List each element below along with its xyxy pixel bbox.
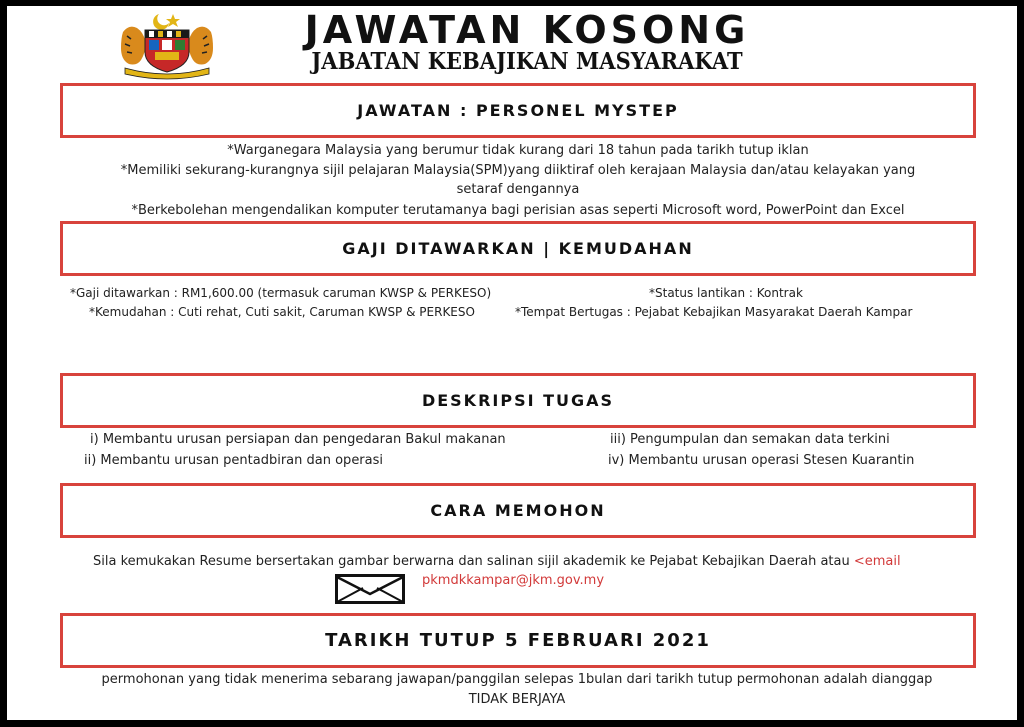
closing-note-line2: TIDAK BERJAYA: [468, 692, 566, 707]
duty-item: iii) Pengumpulan dan semakan data terkini: [610, 432, 890, 447]
application-instruction-text: Sila kemukakan Resume bersertakan gambar berwarna dan salinan sijil akademik ke Pejabat Kebajikan Daerah atau: [93, 554, 850, 569]
application-instruction: [93, 552, 913, 571]
work-location: *Tempat Bertugas : Pejabat Kebajikan Masyarakat Daerah Kampar: [515, 305, 913, 319]
requirement-spm-line1: *Memiliki sekurang-kurangnya sijil pelajaran Malaysia(SPM)yang diiktiraf oleh kerajaan Malaysia dan/atau kelayakan yang: [120, 163, 916, 178]
closing-date-banner: [60, 613, 976, 668]
duties-heading: DESKRIPSI TUGAS: [421, 391, 615, 410]
position-heading: JAWATAN : PERSONEL MYSTEP: [357, 101, 679, 120]
duties-banner: [60, 373, 976, 428]
application-banner: [60, 483, 976, 538]
requirement-citizenship: *Warganegara Malaysia yang berumur tidak kurang dari 18 tahun pada tarikh tutup iklan: [227, 143, 809, 158]
coat-of-arms-icon: [115, 12, 219, 80]
department-subtitle: JABATAN KEBAJIKAN MASYARAKAT: [311, 46, 743, 75]
page-title: JAWATAN KOSONG: [304, 8, 750, 52]
email-link[interactable]: pkmdkkampar@jkm.gov.my: [422, 573, 605, 588]
salary-banner: [60, 221, 976, 276]
salary-offered: *Gaji ditawarkan : RM1,600.00 (termasuk caruman KWSP & PERKESO): [70, 286, 492, 300]
benefits: *Kemudahan : Cuti rehat, Cuti sakit, Caruman KWSP & PERKESO: [89, 305, 475, 319]
envelope-icon: [335, 574, 405, 604]
appointment-status: *Status lantikan : Kontrak: [649, 286, 803, 300]
requirement-computer: *Berkebolehan mengendalikan komputer terutamanya bagi perisian asas seperti Microsoft word, PowerPoint dan Excel: [131, 203, 905, 218]
duty-item: i) Membantu urusan persiapan dan pengedaran Bakul makanan: [90, 432, 506, 447]
position-banner: [60, 83, 976, 138]
duty-item: ii) Membantu urusan pentadbiran dan operasi: [84, 453, 384, 468]
application-heading: CARA MEMOHON: [430, 501, 606, 520]
email-prefix: <email: [853, 554, 901, 569]
requirement-spm-line2: setaraf dengannya: [456, 182, 580, 197]
closing-note-line1: permohonan yang tidak menerima sebarang jawapan/panggilan selepas 1bulan dari tarikh tutup permohonan adalah dianggap: [101, 672, 933, 687]
closing-date-heading: TARIKH TUTUP 5 FEBRUARI 2021: [325, 630, 711, 651]
salary-heading: GAJI DITAWARKAN | KEMUDAHAN: [342, 239, 694, 258]
job-poster: [7, 6, 1017, 720]
duty-item: iv) Membantu urusan operasi Stesen Kuarantin: [608, 453, 915, 468]
